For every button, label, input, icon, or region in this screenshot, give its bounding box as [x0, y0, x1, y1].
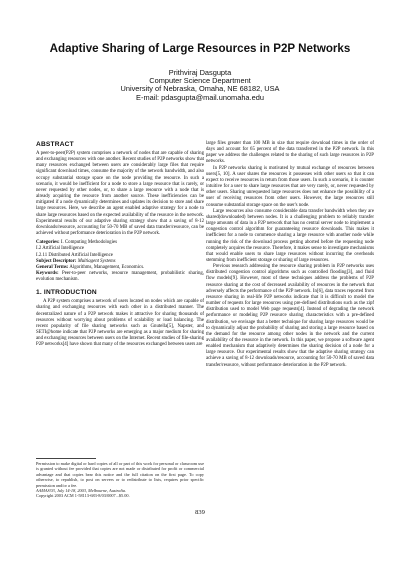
permission-footnote	[36, 461, 204, 499]
categories-line3: I.2.11 Distributed Artificial Intelligence	[36, 252, 113, 258]
left-column	[36, 141, 204, 349]
author-block	[0, 69, 400, 102]
subject-label: Subject Descriptor:	[36, 258, 77, 264]
footnote-divider	[36, 458, 96, 459]
right-column	[206, 141, 374, 369]
general-terms-label: General Terms:	[36, 264, 69, 270]
abstract-text: A peer-to-peer(P2P) system comprises a network of nodes that are capable of sharing and exchanging resources with one another. Recent studies of P2P networks show that many resources exchanged between users are considerably large files that require significant download times, consume the majority of the network bandwidth, and also occupy substantial storage space on the node providing the resource. In such a scenario, it would be inefficient for a node to store a large resource that is rarely, or never requested by other nodes, or, to share a large resource with a node that is already acquiring the resource from another source. These inefficiencies can be mitigated if a node dynamically determines and updates its decision to store and share large resources. Here, we describe an agent enabled adaptive strategy for a node to share large resources based on the expected availability of the resource in the network. Experimental results of our adaptive sharing strategy show that a saving of 8-12 downloads/resource, accounting for 50-70 MB of saved data transfer/resource, can be achieved without performance deterioration in the P2P network.	[36, 151, 204, 237]
author-email: E-mail: pdasgupta@mail.unomaha.edu	[136, 92, 264, 102]
keywords-value: Peer-to-peer networks, resource management, probabilistic sharing, evolution mechanism.	[36, 270, 204, 283]
right-paragraph-4: Previous research addressing the resource sharing problem in P2P networks uses distributed congestion control algorithms such as controlled flooding[3], and fluid flow models[9]. However, most of these techniques address the problems of P2P resource sharing at the cost of decreased availability of resources in the network that adversely affects the performance of the P2P network. In[6], data traces reported from resource sharing in real-life P2P networks indicate that it is difficult to model the number of requests for large resources using pre-defined distributions such as the zipf distribution used to model Web page requests[4]. Instead of degrading the network performance or modeling P2P resource sharing characteristics with a pre-defined distribution, we envisage that a better technique for sharing large resources would be to dynamically adjust the probability of sharing and storing a large resource based on the demand for the resource among other nodes in the network and the current availability of the resource in the network. In this paper, we propose a software agent enabled mechanism that adaptively determines the sharing decision of a node for a large resource. Our experimental results show that the adaptive sharing strategy can achieve a saving of 8-12 downloads/resource, accounting for 50-70 MB of saved data transfer/resource, without performance deterioration in the P2P network.	[206, 264, 374, 368]
page-number: 839	[195, 509, 205, 516]
categories-line2: I.2 Artificial Intelligence	[36, 246, 85, 252]
abstract-heading: ABSTRACT	[36, 141, 74, 148]
introduction-heading: 1. INTRODUCTION	[36, 289, 97, 297]
permission-text: Permission to make digital or hard copies of all or part of this work for personal or classroom use is granted without fee provided that copies are not made or distributed for profit or commercial advantage and that copies bear this notice and the full citation on the first page. To copy otherwise, to republish, to post on servers or to redistribute to lists, requires prior specific permission and/or a fee.	[36, 461, 204, 488]
introduction-text: A P2P system comprises a network of users located on nodes which are capable of sharing and exchanging resources with each other in a distributed manner. The decentralized nature of a P2P network makes it attractive for sharing thousands of resources without worrying about problems of scalability or load balancing. The recent popularity of file sharing networks such as Gnutella[5], Napster, and SETI@home indicate that P2P networks are emerging as a major medium for sharing and exchanging resources between users on the Internet. Recent studies of file-sharing P2P networks[4] have shown that many of the resources exchanged between users are	[36, 299, 204, 348]
author-department: Computer Science Department	[149, 76, 251, 86]
categories-line1-value: I. Computing Methodologies	[59, 240, 117, 246]
keywords	[36, 271, 204, 283]
keywords-label: Keywords:	[36, 270, 59, 276]
conference-venue: AAMAS'03, July 14-18, 2003, Melbourne, Australia.	[36, 488, 127, 494]
right-paragraph-3: Large resources also consume considerable data transfer bandwidth when they are shared(downloaded) between nodes. It is a challenging problem to reliably transfer large amounts of data in a P2P network that has no central server node to implement a congestion control algorithm for guaranteeing resource downloads. This makes it inefficient for a node to commence sharing a large resource with another node while running the risk of the download process getting aborted before the requesting node completely acquires the resource. Therefore, it makes sense to investigate mechanisms that would enable users to share large resources without incurring the overheads stemming from inefficient storage or sharing of large resources.	[206, 208, 374, 263]
copyright-line: Copyright 2003 ACM 1-58113-683-8/03/0007...$5.00.	[36, 493, 130, 499]
author-name: Prithviraj Dasgupta	[168, 68, 232, 77]
general-terms-value: Algorithms, Management, Economics.	[68, 264, 145, 270]
paper-title: Adaptive Sharing of Large Resources in P2P Networks	[49, 42, 351, 55]
subject-value: Multiagent Systems	[76, 258, 116, 264]
right-paragraph-2: In P2P networks sharing is motivated by mutual exchange of resources between users[5, 10]. A user shares the resources it possesses with other users so that it can expect to receive resources in return from those users. In such a scenario, it is counter intuitive for a user to share large resources that are very rarely, or, never requested by other users. Sharing unrequested large resources does not enhance the possibility of a user of receiving resources from other users. However, the large resources still consume substantial storage space on the user's node.	[206, 165, 374, 208]
right-paragraph-1: large files greater than 100 MB in size that require download times in the order of days and account for 65 percent of the data transferred in the P2P network. In this paper we address the challenges related to the sharing of such large resources in P2P networks.	[206, 141, 374, 165]
categories-label: Categories:	[36, 240, 60, 246]
author-university: University of Nebraska, Omaha, NE 68182, USA	[120, 84, 280, 94]
